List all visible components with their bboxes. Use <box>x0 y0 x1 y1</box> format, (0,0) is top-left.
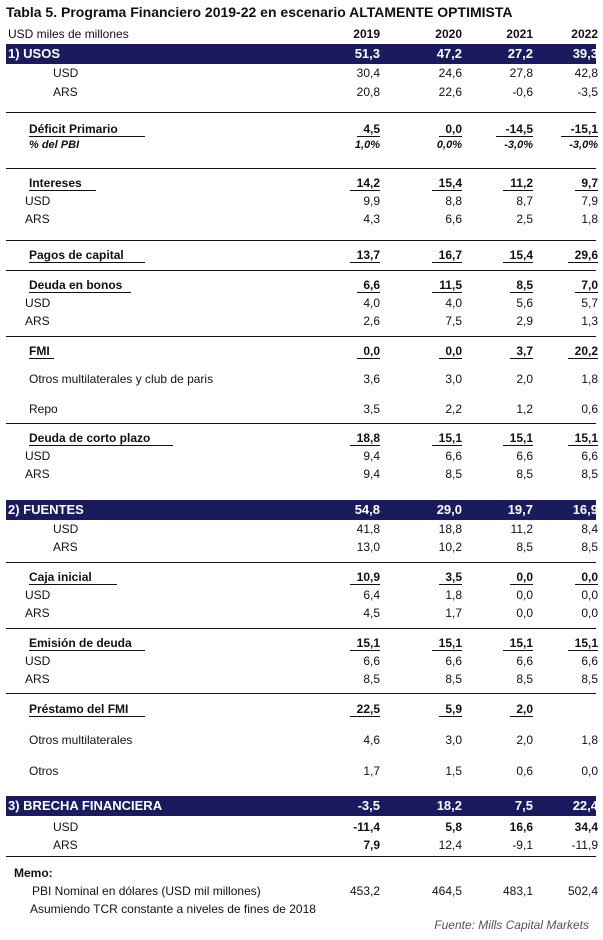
section-divider <box>6 336 596 337</box>
cell-2020: 18,8 <box>438 522 462 536</box>
cell-2022: 8,5 <box>581 672 598 686</box>
cell-2021: 19,7 <box>507 502 533 517</box>
section-divider <box>6 856 596 857</box>
cell-2020: 24,6 <box>438 66 462 80</box>
cell-2021: -0,6 <box>512 85 533 99</box>
row-label: Deuda en bonos <box>29 278 123 292</box>
cell-2022: 1,3 <box>581 314 598 328</box>
cell-2021: -14,5 <box>505 122 533 136</box>
cell-2019: 14,2 <box>356 176 380 190</box>
cell-2021: 15,1 <box>509 431 533 445</box>
cell-2019: 54,8 <box>354 502 380 517</box>
cell-2020: 10,2 <box>438 540 462 554</box>
cell-2021: 8,7 <box>516 194 533 208</box>
row-usos-ars <box>6 83 596 101</box>
cell-2020: 8,5 <box>445 672 462 686</box>
row-label: 2) FUENTES <box>8 502 84 517</box>
value-underline <box>350 445 380 446</box>
row-label: USD <box>25 296 51 310</box>
row-label: USD <box>25 449 51 463</box>
value-underline <box>357 292 380 293</box>
cell-2022: 7,9 <box>581 194 598 208</box>
year-2022: 2022 <box>571 27 598 41</box>
cell-2020: 3,0 <box>445 733 462 747</box>
section-divider <box>6 168 596 169</box>
value-underline <box>503 190 533 191</box>
underline <box>29 358 54 359</box>
row-caja-ars <box>6 604 596 622</box>
cell-2019: 4,5 <box>363 606 380 620</box>
cell-2019: 9,4 <box>363 467 380 481</box>
year-2021: 2021 <box>506 27 533 41</box>
cell-2019: 6,6 <box>363 654 380 668</box>
table-title: Tabla 5. Programa Financiero 2019-22 en escenario ALTAMENTE OPTIMISTA <box>6 4 513 20</box>
cell-2021: 11,2 <box>510 522 533 536</box>
cell-2020: 18,2 <box>436 798 462 813</box>
row-deficit-pbi <box>6 137 596 155</box>
row-label: ARS <box>25 212 50 226</box>
cell-2021: 0,0 <box>516 606 533 620</box>
section-divider <box>6 270 596 271</box>
value-underline <box>432 650 462 651</box>
cell-2022: -3,0% <box>569 139 598 151</box>
cell-2022: 1,8 <box>581 212 598 226</box>
year-2020: 2020 <box>435 27 462 41</box>
cell-2020: 22,6 <box>438 85 462 99</box>
row-usos-usd <box>6 64 596 82</box>
cell-2019: 18,8 <box>356 431 380 445</box>
cell-2020: 8,8 <box>445 194 462 208</box>
cell-2021: 15,1 <box>509 636 533 650</box>
cell-2020: 4,0 <box>445 296 462 310</box>
value-underline <box>568 445 598 446</box>
cell-2019: 0,0 <box>363 344 380 358</box>
cell-2020: 5,8 <box>445 820 462 834</box>
cell-2022: 16,9 <box>572 502 598 517</box>
cell-2020: 3,5 <box>445 570 462 584</box>
cell-2020: 11,5 <box>439 278 462 292</box>
cell-2021: 0,6 <box>516 764 533 778</box>
cell-2022: 7,0 <box>581 278 598 292</box>
section-divider <box>6 628 596 629</box>
cell-2019: 4,3 <box>363 212 380 226</box>
row-label: Intereses <box>29 176 82 190</box>
cell-2019: 13,7 <box>356 248 380 262</box>
row-label: ARS <box>53 85 78 99</box>
cell-2022: 0,0 <box>581 588 598 602</box>
cell-2021: 0,0 <box>516 588 533 602</box>
cell-2019: 7,9 <box>363 838 380 852</box>
cell-2021: 2,9 <box>516 314 533 328</box>
memo-tcr-label: Asumiendo TCR constante a niveles de fines de 2018 <box>30 902 316 916</box>
cell-2019: 6,4 <box>363 588 380 602</box>
cell-2022: 1,8 <box>581 733 598 747</box>
cell-2022: 5,7 <box>581 296 598 310</box>
row-corto-usd <box>6 447 596 465</box>
row-label: ARS <box>53 540 78 554</box>
row-brecha <box>6 796 596 816</box>
value-underline <box>432 190 462 191</box>
cell-2019: 9,4 <box>363 449 380 463</box>
row-otros-multi <box>6 370 596 388</box>
cell-2021: 2,0 <box>516 372 533 386</box>
underline <box>29 716 145 717</box>
cell-2021: 3,7 <box>516 344 533 358</box>
value-underline <box>568 650 598 651</box>
cell-2021: 1,2 <box>516 402 533 416</box>
value-underline <box>432 292 462 293</box>
cell-2019: 10,9 <box>356 570 380 584</box>
cell-2022: 15,1 <box>574 636 598 650</box>
memo-pbi-row <box>6 882 596 900</box>
value-underline <box>568 262 598 263</box>
value-underline <box>568 358 598 359</box>
cell-2020: 47,2 <box>436 46 462 61</box>
cell-2021: 8,5 <box>516 540 533 554</box>
row-label: Otros <box>29 764 59 778</box>
value-underline <box>510 292 533 293</box>
memo-pbi-2022: 502,4 <box>567 884 598 898</box>
cell-2019: -3,5 <box>357 798 380 813</box>
cell-2021: 2,0 <box>516 702 533 716</box>
underline <box>29 292 131 293</box>
cell-2022: 1,8 <box>581 372 598 386</box>
row-label: Repo <box>29 402 58 416</box>
cell-2022: 22,4 <box>572 798 598 813</box>
value-underline <box>350 716 380 717</box>
row-brecha-usd <box>6 818 596 836</box>
value-underline <box>503 650 533 651</box>
cell-2020: 29,0 <box>436 502 462 517</box>
cell-2020: 15,1 <box>438 431 462 445</box>
row-label: % del PBI <box>29 139 80 151</box>
cell-2021: 0,0 <box>516 570 533 584</box>
cell-2022: 8,5 <box>581 540 598 554</box>
value-underline <box>439 584 462 585</box>
row-label: ARS <box>25 467 50 481</box>
memo-title: Memo: <box>14 866 53 880</box>
value-underline <box>503 445 533 446</box>
cell-2021: 16,6 <box>509 820 533 834</box>
cell-2020: 6,6 <box>445 654 462 668</box>
row-corto-ars <box>6 465 596 483</box>
cell-2021: 2,5 <box>516 212 533 226</box>
cell-2020: 7,5 <box>445 314 462 328</box>
memo-pbi-2021: 483,1 <box>502 884 533 898</box>
row-label: USD <box>53 66 79 80</box>
row-fuentes-ars <box>6 538 596 556</box>
section-divider <box>6 562 596 563</box>
cell-2019: 30,4 <box>356 66 380 80</box>
cell-2020: 8,5 <box>445 467 462 481</box>
cell-2019: 6,6 <box>363 278 380 292</box>
value-underline <box>357 358 380 359</box>
underline <box>29 445 173 446</box>
row-fmi <box>6 342 596 360</box>
section-divider <box>6 112 596 113</box>
value-underline <box>503 262 533 263</box>
row-label: Otros multilaterales y club de paris <box>29 372 214 386</box>
row-emision-usd <box>6 652 596 670</box>
cell-2022: 8,4 <box>581 522 598 536</box>
underline <box>29 190 96 191</box>
row-label: USD <box>25 654 51 668</box>
cell-2021: 8,5 <box>516 467 533 481</box>
cell-2020: 1,5 <box>445 764 462 778</box>
cell-2020: 0,0 <box>445 122 462 136</box>
value-underline <box>350 584 380 585</box>
row-otros <box>6 762 596 780</box>
row-intereses-usd <box>6 192 596 210</box>
row-label: USD <box>53 820 79 834</box>
row-label: Deuda de corto plazo <box>29 431 151 445</box>
cell-2021: 8,5 <box>516 278 533 292</box>
cell-2019: 2,6 <box>363 314 380 328</box>
row-label: Caja inicial <box>29 570 92 584</box>
cell-2019: -11,4 <box>353 820 380 834</box>
memo-tcr-row <box>6 900 596 918</box>
cell-2022: 0,0 <box>581 570 598 584</box>
row-otros-multi2 <box>6 731 596 749</box>
memo-pbi-2020: 464,5 <box>431 884 462 898</box>
cell-2020: 3,0 <box>445 372 462 386</box>
cell-2022: -15,1 <box>570 122 598 136</box>
section-divider <box>6 240 596 241</box>
cell-2021: -3,0% <box>504 139 533 151</box>
cell-2021: 11,2 <box>510 176 533 190</box>
cell-2021: 2,0 <box>516 733 533 747</box>
cell-2021: 27,2 <box>507 46 533 61</box>
value-underline <box>432 445 462 446</box>
row-label: ARS <box>53 838 78 852</box>
value-underline <box>350 262 380 263</box>
cell-2020: 5,9 <box>445 702 462 716</box>
row-bonos-usd <box>6 294 596 312</box>
row-intereses-ars <box>6 210 596 228</box>
row-label: 1) USOS <box>8 46 61 61</box>
row-caja-usd <box>6 586 596 604</box>
cell-2022: 34,4 <box>574 820 598 834</box>
value-underline <box>510 358 533 359</box>
cell-2019: 1,7 <box>363 764 380 778</box>
cell-2019: 9,9 <box>363 194 380 208</box>
cell-2022: 6,6 <box>581 654 598 668</box>
cell-2021: 15,4 <box>509 248 533 262</box>
cell-2019: 20,8 <box>356 85 380 99</box>
row-brecha-ars <box>6 836 596 854</box>
cell-2022: 20,2 <box>574 344 598 358</box>
cell-2022: 42,8 <box>574 66 598 80</box>
row-label: Otros multilaterales <box>29 733 133 747</box>
value-underline <box>439 716 462 717</box>
row-label: Pagos de capital <box>29 248 124 262</box>
row-label: FMI <box>29 344 50 358</box>
cell-2019: 4,0 <box>363 296 380 310</box>
cell-2022: -3,5 <box>577 85 598 99</box>
row-label: ARS <box>25 314 50 328</box>
row-label: Emisión de deuda <box>29 636 132 650</box>
cell-2021: -9,1 <box>512 838 533 852</box>
row-label: ARS <box>25 672 50 686</box>
row-fuentes-usd <box>6 520 596 538</box>
cell-2020: 12,4 <box>438 838 462 852</box>
cell-2021: 8,5 <box>516 672 533 686</box>
cell-2020: 0,0% <box>436 139 462 151</box>
cell-2021: 5,6 <box>516 296 533 310</box>
cell-2020: 15,1 <box>438 636 462 650</box>
value-underline <box>350 190 380 191</box>
row-usos <box>6 44 596 64</box>
cell-2019: 8,5 <box>363 672 380 686</box>
value-underline <box>510 716 533 717</box>
cell-2020: 2,2 <box>445 402 462 416</box>
cell-2022: 29,6 <box>574 248 598 262</box>
cell-2022: 0,6 <box>581 402 598 416</box>
row-fuentes <box>6 500 596 520</box>
row-label: ARS <box>25 606 50 620</box>
memo-pbi-label: PBI Nominal en dólares (USD mil millones) <box>32 884 261 898</box>
cell-2022: 39,3 <box>572 46 598 61</box>
underline <box>29 650 145 651</box>
cell-2022: -11,9 <box>571 838 598 852</box>
cell-2022: 0,0 <box>581 606 598 620</box>
cell-2019: 4,6 <box>363 733 380 747</box>
cell-2021: 27,8 <box>509 66 533 80</box>
cell-2019: 4,5 <box>363 122 380 136</box>
cell-2021: 6,6 <box>516 654 533 668</box>
value-underline <box>575 292 598 293</box>
row-label: USD <box>25 588 51 602</box>
underline <box>29 262 145 263</box>
cell-2020: 6,6 <box>445 449 462 463</box>
cell-2019: 3,5 <box>363 402 380 416</box>
cell-2020: 6,6 <box>445 212 462 226</box>
memo-pbi-2019: 453,2 <box>349 884 380 898</box>
cell-2020: 0,0 <box>445 344 462 358</box>
value-underline <box>575 584 598 585</box>
cell-2019: 13,0 <box>356 540 380 554</box>
row-label: Déficit Primario <box>29 122 118 136</box>
row-label: USD <box>53 522 79 536</box>
cell-2020: 15,4 <box>438 176 462 190</box>
header-row <box>6 26 596 42</box>
cell-2020: 16,7 <box>438 248 462 262</box>
section-divider <box>6 693 596 694</box>
value-underline <box>575 190 598 191</box>
cell-2021: 7,5 <box>514 798 533 813</box>
row-label: Préstamo del FMI <box>29 702 129 716</box>
cell-2019: 15,1 <box>356 636 380 650</box>
year-2019: 2019 <box>353 27 380 41</box>
row-label: USD <box>25 194 51 208</box>
cell-2022: 6,6 <box>581 449 598 463</box>
cell-2020: 1,7 <box>445 606 462 620</box>
value-underline <box>432 262 462 263</box>
cell-2022: 8,5 <box>581 467 598 481</box>
cell-2019: 51,3 <box>354 46 380 61</box>
cell-2019: 1,0% <box>354 139 380 151</box>
cell-2020: 1,8 <box>445 588 462 602</box>
value-underline <box>350 650 380 651</box>
row-emision-ars <box>6 670 596 688</box>
value-underline <box>439 358 462 359</box>
cell-2019: 3,6 <box>363 372 380 386</box>
row-repo <box>6 400 596 418</box>
units-label: USD miles de millones <box>8 27 129 41</box>
value-underline <box>510 584 533 585</box>
underline <box>29 584 117 585</box>
cell-2019: 41,8 <box>356 522 380 536</box>
cell-2021: 6,6 <box>516 449 533 463</box>
row-label: 3) BRECHA FINANCIERA <box>8 798 163 813</box>
cell-2019: 22,5 <box>356 702 380 716</box>
cell-2022: 15,1 <box>574 431 598 445</box>
cell-2022: 9,7 <box>581 176 598 190</box>
cell-2022: 0,0 <box>581 764 598 778</box>
row-bonos-ars <box>6 312 596 330</box>
source-note: Fuente: Mills Capital Markets <box>434 918 589 932</box>
section-divider <box>6 423 596 424</box>
